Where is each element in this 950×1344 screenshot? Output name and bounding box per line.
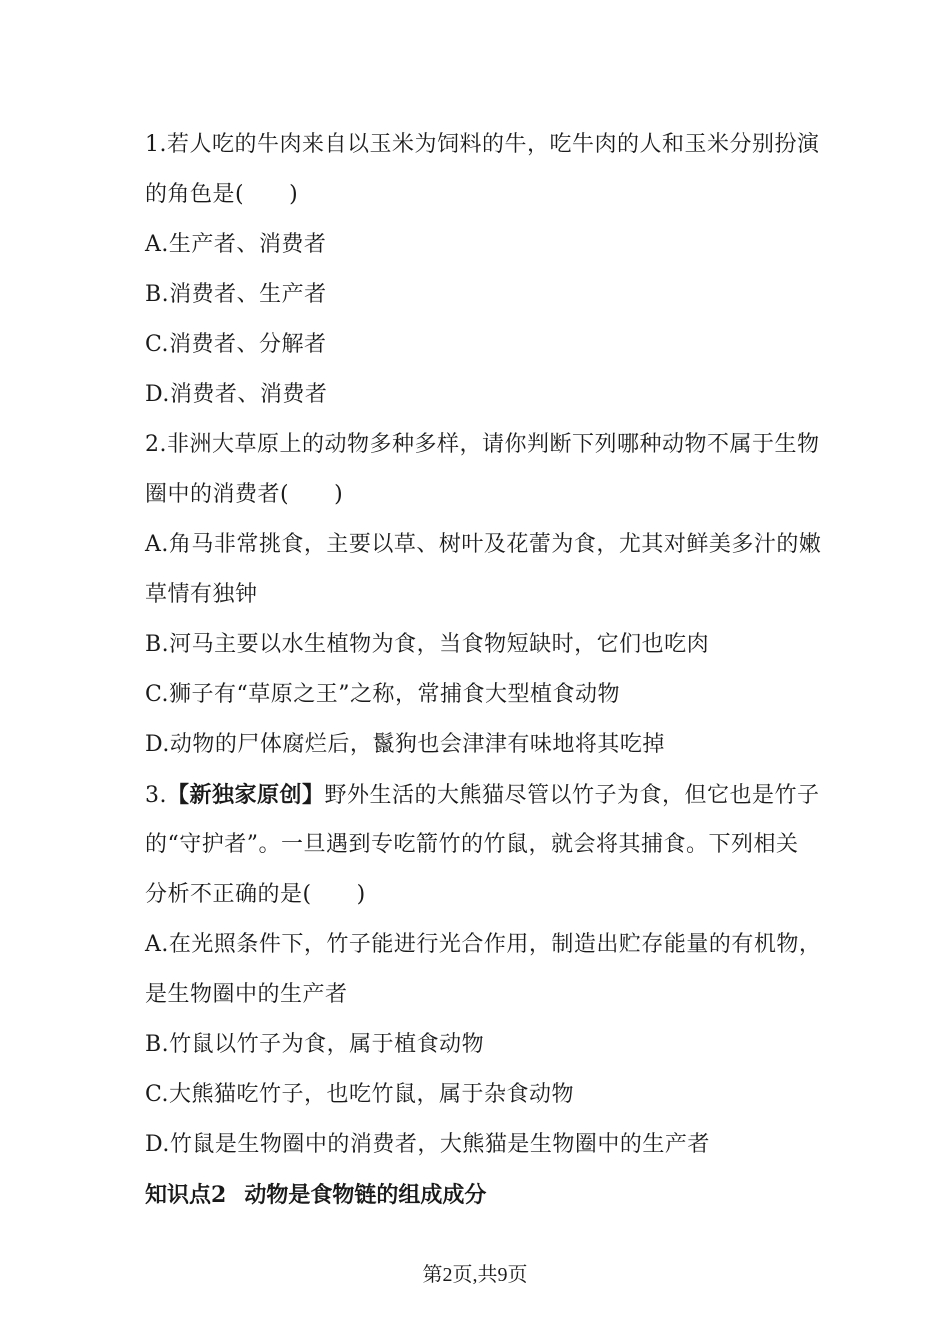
section-label: 知识点2 <box>145 1182 227 1208</box>
question-stem-line: 分析不正确的是( ) <box>145 882 366 907</box>
answer-option: A.生产者、消费者 <box>145 232 327 257</box>
question-stem-line: 的“守护者”。一旦遇到专吃箭竹的竹鼠，就会将其捕食。下列相关 <box>145 832 799 857</box>
answer-option: D.动物的尸体腐烂后，鬣狗也会津津有味地将其吃掉 <box>145 732 665 757</box>
question-number: 3. <box>145 783 167 808</box>
answer-option: B.河马主要以水生植物为食，当食物短缺时，它们也吃肉 <box>145 632 710 657</box>
answer-option: D.消费者、消费者 <box>145 382 328 407</box>
answer-option: B.竹鼠以竹子为食，属于植食动物 <box>145 1032 485 1057</box>
answer-option-continuation: 草情有独钟 <box>145 582 258 607</box>
document-body <box>145 120 822 1220</box>
answer-option: D.竹鼠是生物圈中的消费者，大熊猫是生物圈中的生产者 <box>145 1132 710 1157</box>
answer-option: C.消费者、分解者 <box>145 332 327 357</box>
answer-option-continuation: 是生物圈中的生产者 <box>145 982 348 1007</box>
page-indicator: 第2页,共9页 <box>422 1264 528 1286</box>
question-stem-line <box>145 770 820 820</box>
question-stem-text: 野外生活的大熊猫尽管以竹子为食，但它也是竹子 <box>324 783 820 808</box>
answer-option: A.在光照条件下，竹子能进行光合作用，制造出贮存能量的有机物， <box>145 932 822 957</box>
answer-option: C.大熊猫吃竹子，也吃竹鼠，属于杂食动物 <box>145 1082 575 1107</box>
answer-option: A.角马非常挑食，主要以草、树叶及花蕾为食，尤其对鲜美多汁的嫩 <box>145 532 822 557</box>
question-1 <box>145 120 820 420</box>
answer-option: B.消费者、生产者 <box>145 282 327 307</box>
question-3 <box>145 770 822 1170</box>
original-tag: 【新独家原创】 <box>167 782 325 808</box>
question-2 <box>145 420 822 770</box>
section-title: 动物是食物链的组成成分 <box>244 1182 487 1208</box>
answer-option: C.狮子有“草原之王”之称，常捕食大型植食动物 <box>145 682 621 707</box>
question-stem-line: 1.若人吃的牛肉来自以玉米为饲料的牛，吃牛肉的人和玉米分别扮演 <box>145 132 820 157</box>
section-heading <box>145 1170 815 1220</box>
question-stem-line: 的角色是( ) <box>145 182 299 207</box>
question-stem-line: 圈中的消费者( ) <box>145 482 344 507</box>
question-stem-line: 2.非洲大草原上的动物多种多样，请你判断下列哪种动物不属于生物 <box>145 432 820 457</box>
